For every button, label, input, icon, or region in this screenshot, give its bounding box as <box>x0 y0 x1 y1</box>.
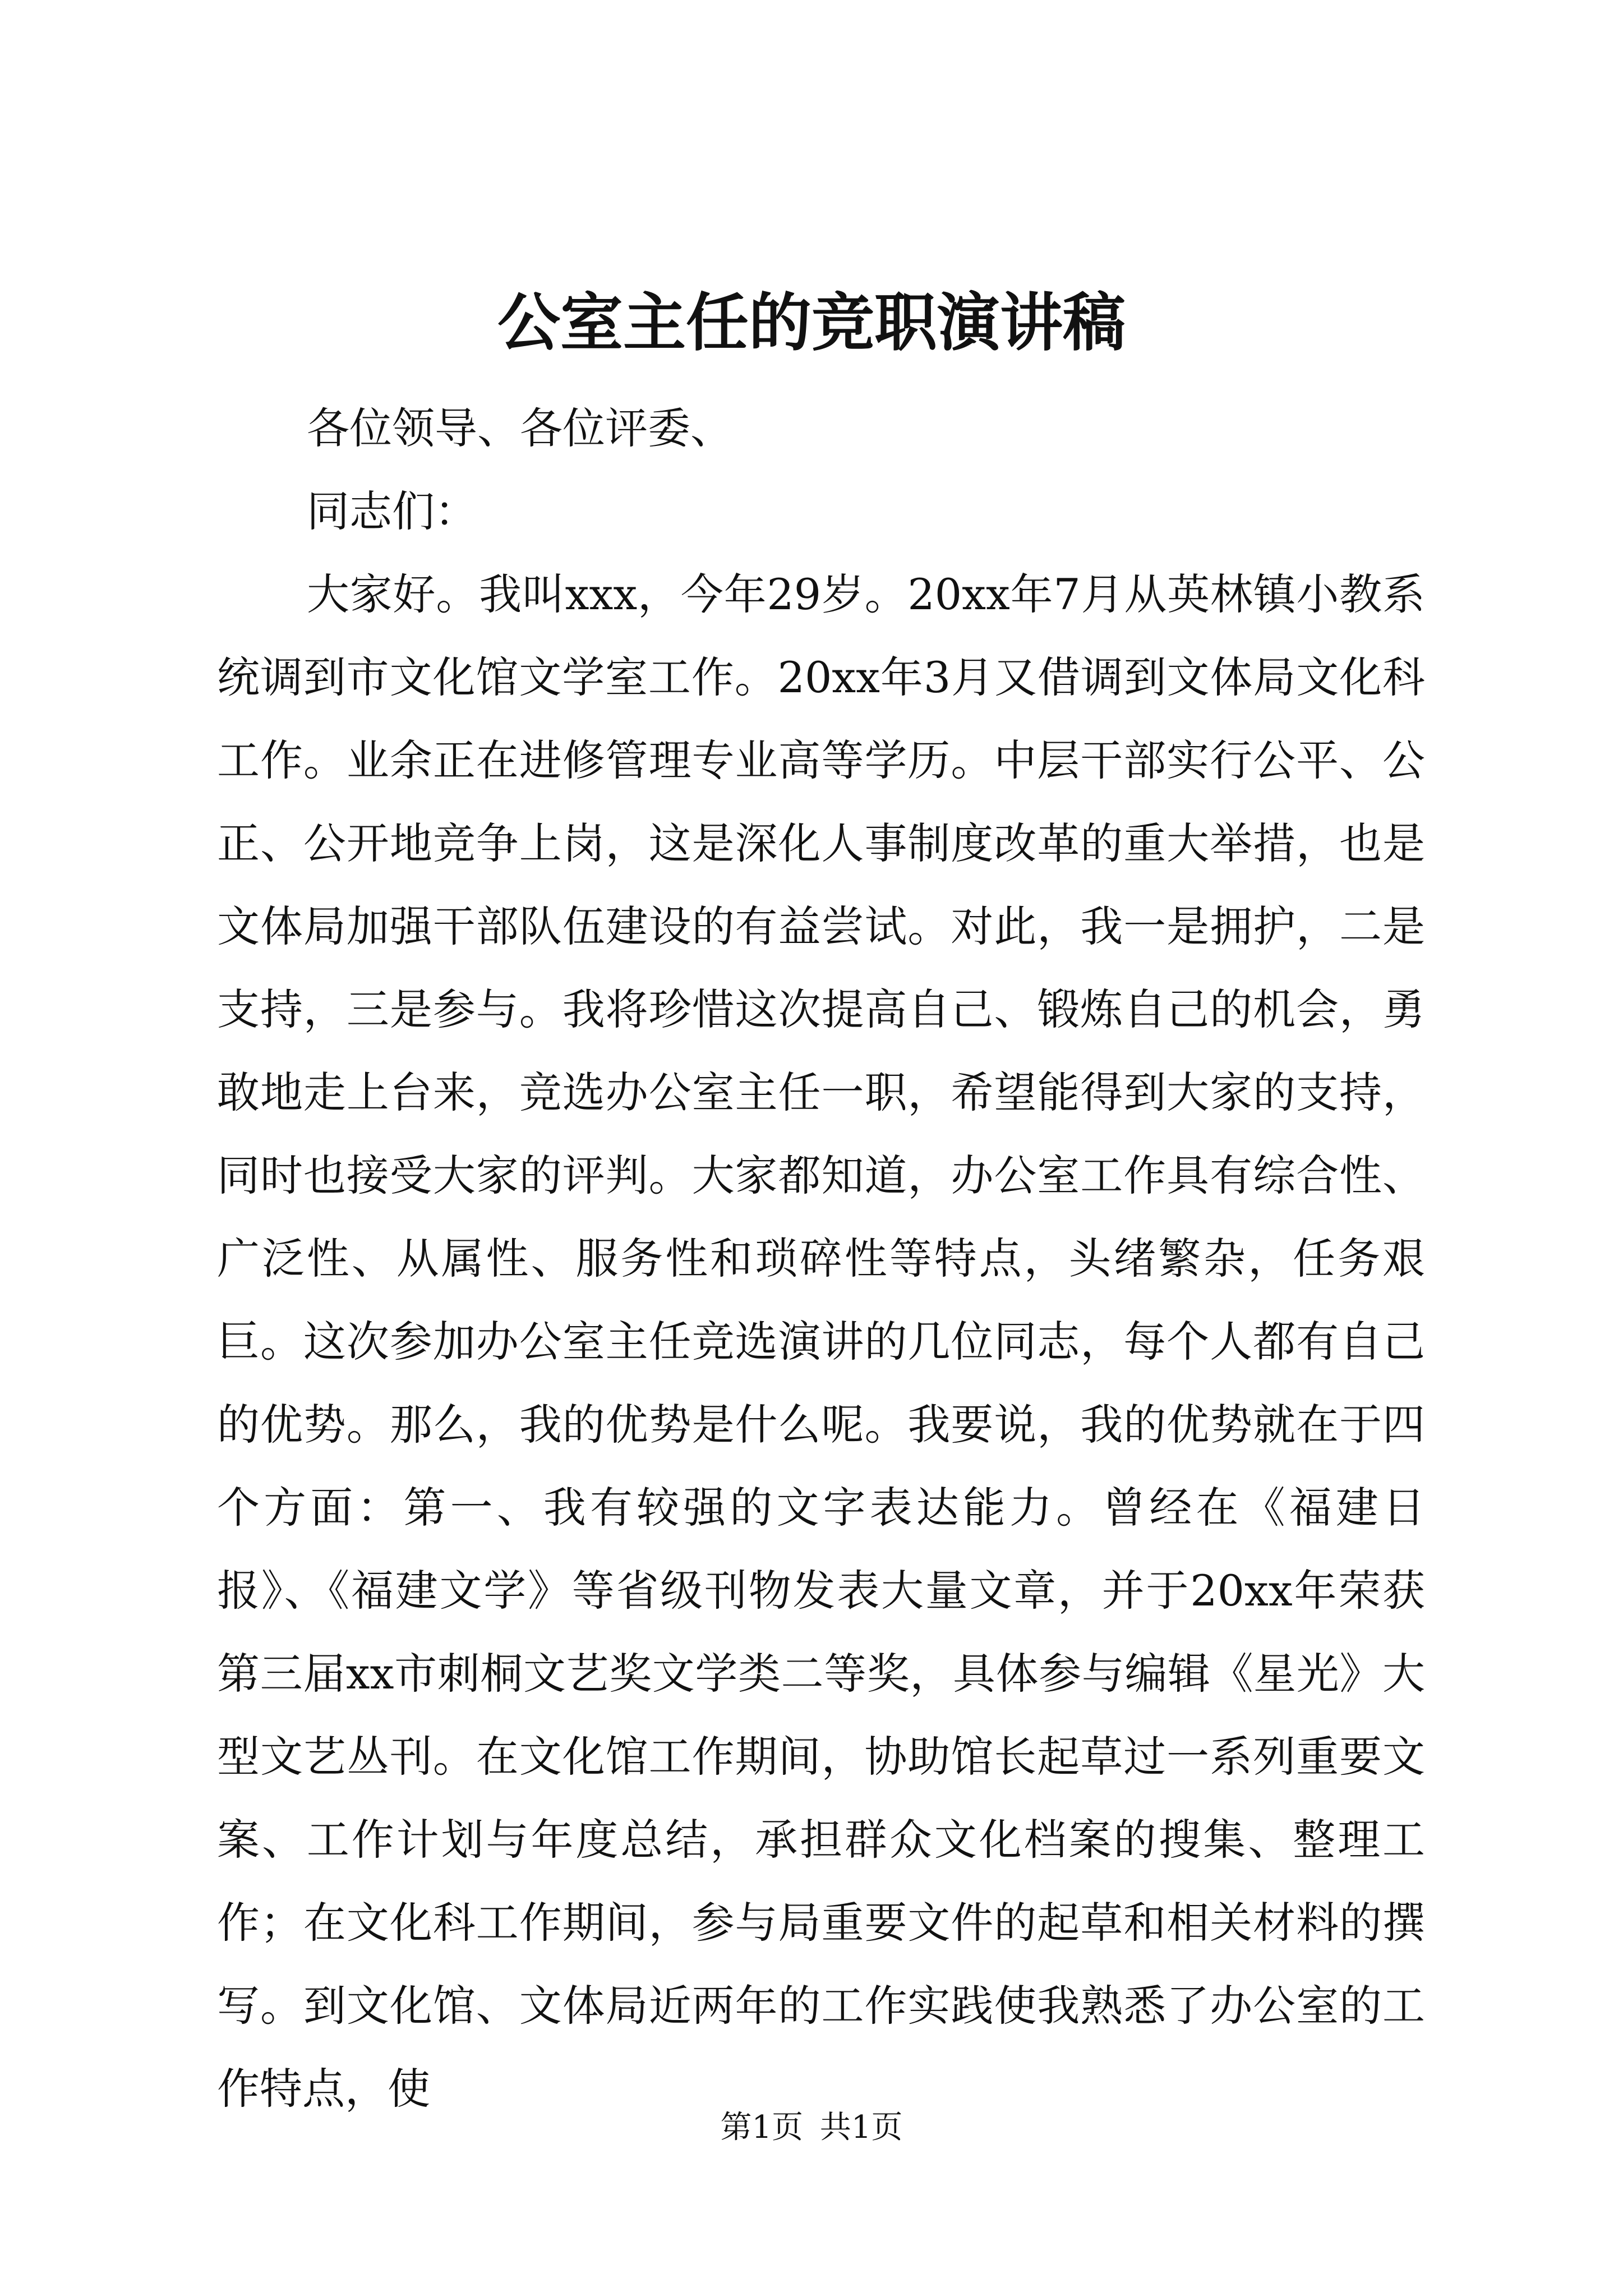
salutation-line-2: 同志们： <box>307 486 477 536</box>
salutation-line-1: 各位领导、各位评委、 <box>307 403 733 453</box>
document-title: 公室主任的竞职演讲稿 <box>497 286 1126 360</box>
page-number: 第1页 <box>720 2109 804 2146</box>
page-total: 共1页 <box>819 2109 903 2146</box>
body-paragraph: 大家好。我叫xxx，今年29岁。20xx年7月从英林镇小教系统调到市文化馆文学室工作。20xx年3月又借调到文体局文化科工作。业余正在进修管理专业高等学历。中层干部实行公平、公正、公开地竞争上岗，这是深化人事制度改革的重大举措，也是文体局加强干部队伍建设的有益尝试。对此，我一是拥护，二是支持，三是参与。我将珍惜这次提高自己、锻炼自己的机会，勇敢地走上台来，竞选办公室主任一职，希望能得到大家的支持，同时也接受大家的评判。大家都知道，办公室工作具有综合性、广泛性、从属性、服务性和琐碎性等特点，头绪繁杂，任务艰巨。这次参加办公室主任竞选演讲的几位同志，每个人都有自己的优势。那么，我的优势是什么呢。我要说，我的优势就在于四个方面：第一、我有较强的文字表达能力。曾经在《福建日报》、《福建文学》等省级刊物发表大量文章，并于20xx年荣获第三届xx市刺桐文艺奖文学类二等奖，具体参与编辑《星光》大型文艺丛刊。在文化馆工作期间，协助馆长起草过一系列重要文案、工作计划与年度总结，承担群众文化档案的搜集、整理工作；在文化科工作期间，参与局重要文件的起草和相关材料的撰写。到文化馆、文体局近两年的工作实践使我熟悉了办公室的工作特点，使 <box>217 569 1425 2114</box>
page-footer <box>0 2109 1623 2146</box>
document-body <box>217 387 1425 2131</box>
